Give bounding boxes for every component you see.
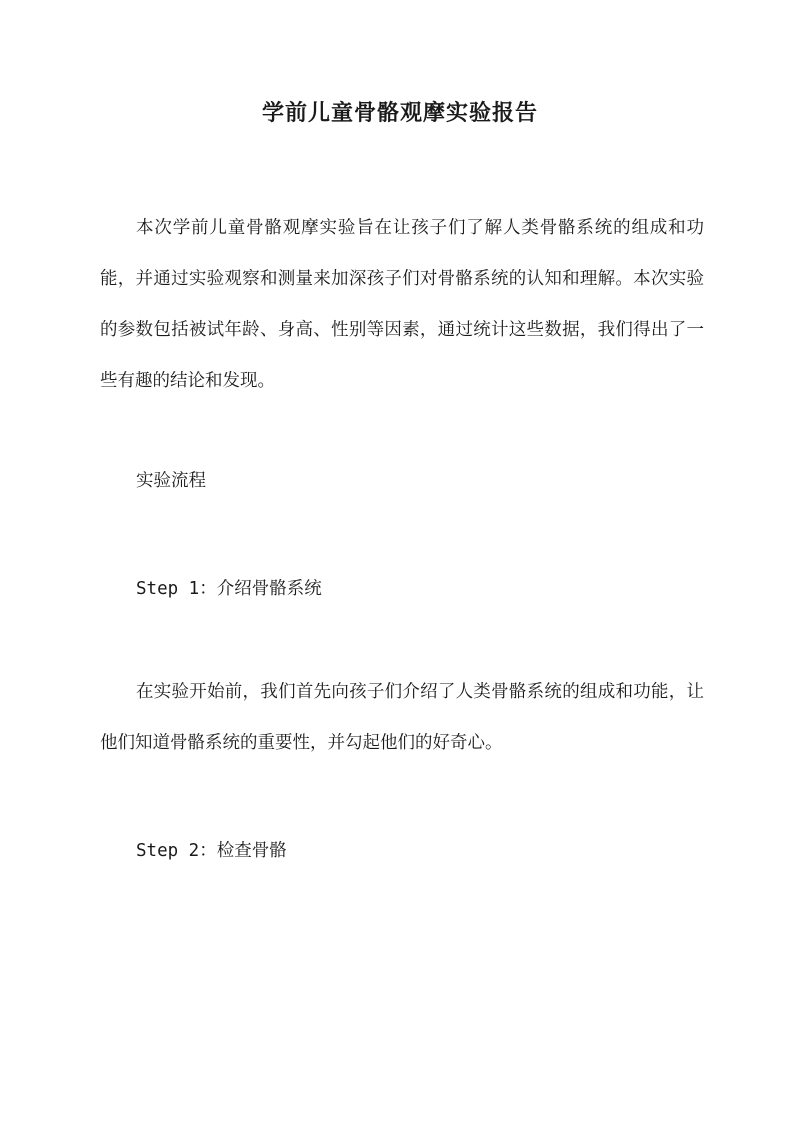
step-2-heading [136, 836, 287, 866]
step-2-separator: ： [199, 841, 217, 861]
section-heading-procedure: 实验流程 [136, 471, 206, 491]
step-1-label: Step 1 [136, 579, 200, 599]
step-2-title: 检查骨骼 [216, 841, 287, 861]
step-1-separator: ： [199, 579, 217, 599]
step-1-paragraph: 在实验开始前，我们首先向孩子们介绍了人类骨骼系统的组成和功能，让他们知道骨骼系统的重要性，并勾起他们的好奇心。 [100, 682, 704, 753]
document-title: 学前儿童骨骼观摩实验报告 [261, 100, 538, 126]
step-1-title: 介绍骨骼系统 [216, 579, 322, 599]
step-1-heading [136, 574, 322, 604]
step-2-label: Step 2 [136, 841, 200, 861]
intro-paragraph: 本次学前儿童骨骼观摩实验旨在让孩子们了解人类骨骼系统的组成和功能，并通过实验观察和测量来加深孩子们对骨骼系统的认知和理解。本次实验的参数包括被试年龄、身高、性别等因素，通过统计这些数据，我们得出了一些有趣的结论和发现。 [100, 218, 704, 391]
